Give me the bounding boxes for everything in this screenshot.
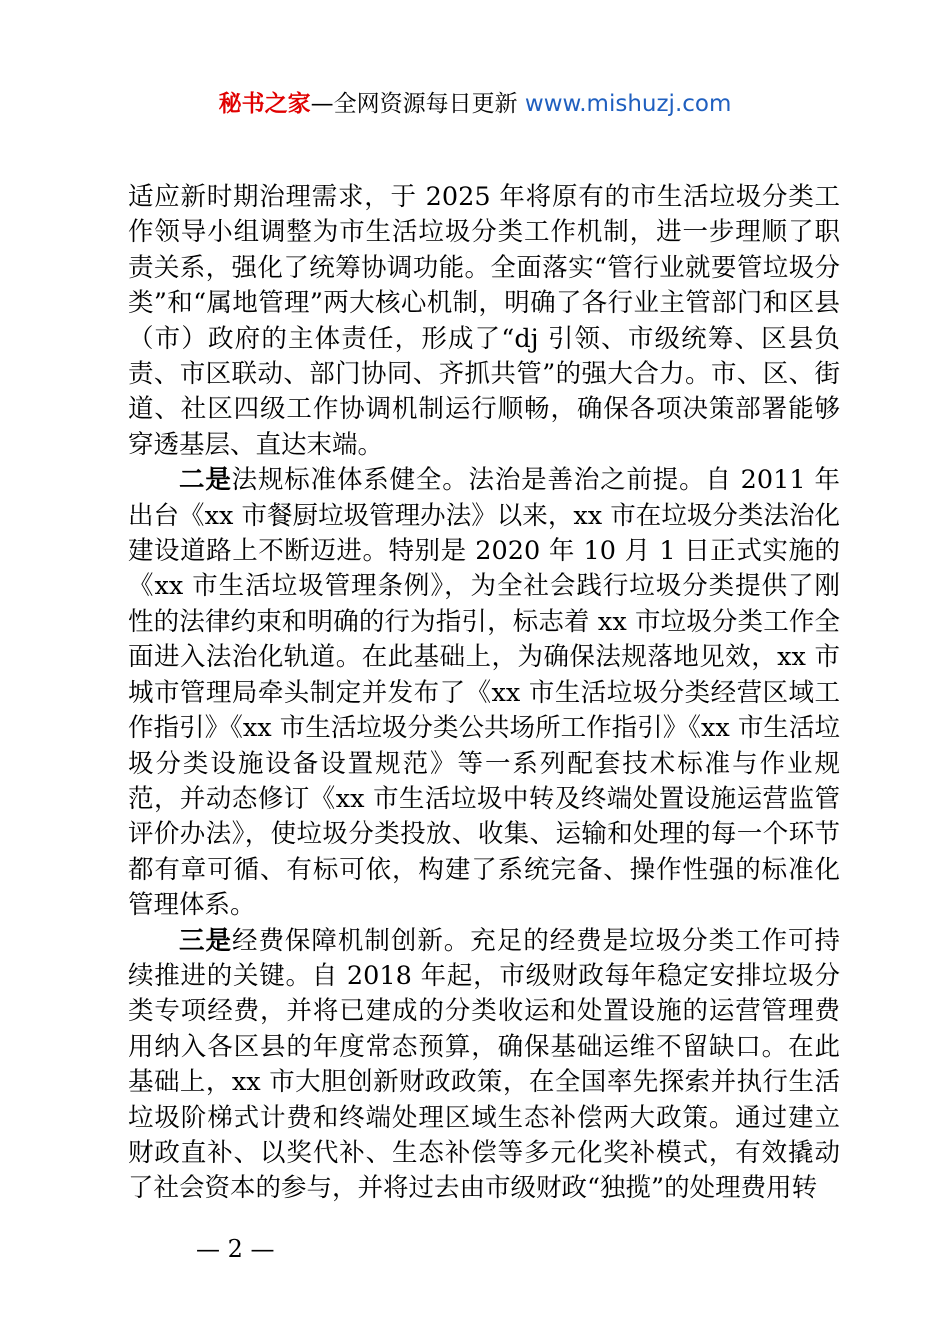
header-tagline: —全网资源每日更新 xyxy=(310,91,525,117)
document-body xyxy=(128,180,840,1207)
paragraph-funding xyxy=(128,924,840,1207)
paragraph-text: 法规标准体系健全。法治是善治之前提。自 2011 年出台《xx 市餐厨垃圾管理办法》以来，xx 市在垃圾分类法治化建设道路上不断迈进。特别是 2020 年 10 月 1 日正式实施的《xx 市生活垃圾管理条例》，为全社会践行垃圾分类提供了刚性的法律约束和明确的行为指引，标志着 xx 市垃圾分类工作全面进入法治化轨道。在此基础上，为确保法规落地见效，xx 市城市管理局牵头制定并发布了《xx 市生活垃圾分类经营区域工作指引》《xx 市生活垃圾分类公共场所工作指引》《xx 市生活垃圾分类设施设备设置规范》等一系列配套技术标准与作业规范，并动态修订《xx 市生活垃圾中转及终端处置设施运营监管评价办法》，使垃圾分类投放、收集、运输和处理的每一个环节都有章可循、有标可依，构建了系统完备、操作性强的标准化管理体系。 xyxy=(128,465,840,921)
paragraph-lead: 二是 xyxy=(179,465,232,496)
page-header xyxy=(0,88,950,120)
header-url-link[interactable]: www.mishuzj.com xyxy=(524,91,732,117)
paragraph-continuation xyxy=(128,180,840,463)
paragraph-regulations xyxy=(128,463,840,923)
paragraph-lead: 三是 xyxy=(179,925,232,956)
header-brand: 秘书之家 xyxy=(218,91,311,117)
paragraph-text: 经费保障机制创新。充足的经费是垃圾分类工作可持续推进的关键。自 2018 年起，市级财政每年稳定安排垃圾分类专项经费，并将已建成的分类收运和处置设施的运营管理费用纳入各区县的年度常态预算，确保基础运维不留缺口。在此基础上，xx 市大胆创新财政政策，在全国率先探索并执行生活垃圾阶梯式计费和终端处理区域生态补偿两大政策。通过建立财政直补、以奖代补、生态补偿等多元化奖补模式，有效撬动了社会资本的参与，并将过去由市级财政“独揽”的处理费用转 xyxy=(128,925,840,1204)
paragraph-text: 适应新时期治理需求，于 2025 年将原有的市生活垃圾分类工作领导小组调整为市生活垃圾分类工作机制，进一步理顺了职责关系，强化了统筹协调功能。全面落实“管行业就要管垃圾分类”和“属地管理”两大核心机制，明确了各行业主管部门和区县（市）政府的主体责任，形成了“dj 引领、市级统筹、区县负责、市区联动、部门协同、齐抓共管”的强大合力。市、区、街道、社区四级工作协调机制运行顺畅，确保各项决策部署能够穿透基层、直达末端。 xyxy=(128,182,840,460)
page-number: — 2 — xyxy=(196,1235,275,1263)
